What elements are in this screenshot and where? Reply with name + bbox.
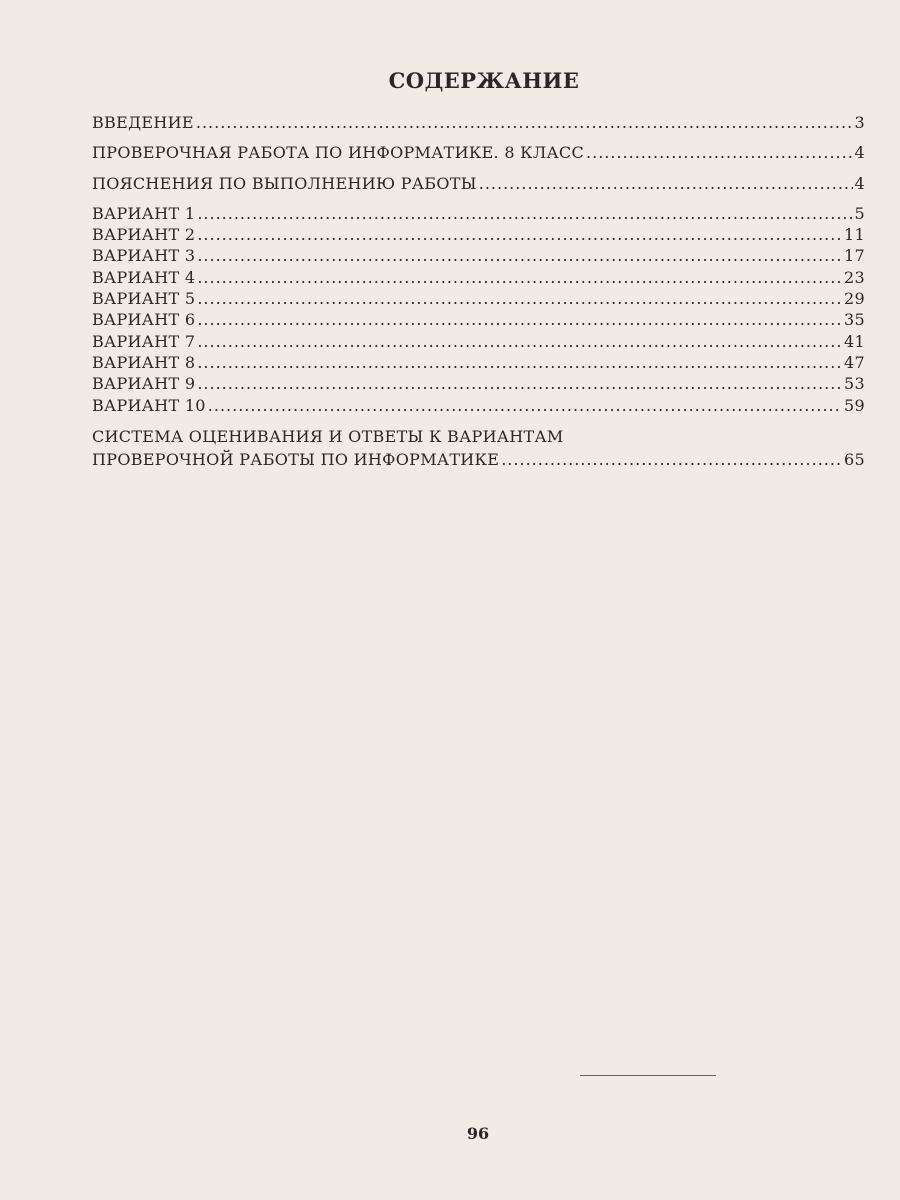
toc-entry-page: 4 (854, 173, 865, 193)
toc-entry-page: 29 (844, 289, 865, 309)
dot-leader (197, 373, 842, 394)
variant-list (92, 203, 865, 416)
dot-leader (197, 203, 852, 224)
toc-entry-label: ВАРИАНТ 1 (92, 203, 196, 223)
toc-entry-variant[interactable] (92, 203, 865, 224)
toc-entry-page: 5 (854, 203, 865, 223)
table-of-contents (92, 112, 865, 470)
toc-entry-final[interactable] (92, 449, 865, 470)
dot-leader (208, 395, 842, 416)
toc-entry-variant[interactable] (92, 288, 865, 309)
page-title: СОДЕРЖАНИЕ (388, 68, 580, 93)
toc-entry-label: ПОЯСНЕНИЯ ПО ВЫПОЛНЕНИЮ РАБОТЫ (92, 173, 477, 193)
divider-line (580, 1075, 716, 1076)
toc-entry-label: ПРОВЕРОЧНАЯ РАБОТА ПО ИНФОРМАТИКЕ. 8 КЛАСС (92, 143, 585, 163)
dot-leader (197, 288, 842, 309)
toc-entry-page: 47 (844, 352, 865, 372)
toc-entry[interactable] (92, 142, 865, 163)
toc-entry-label: ВАРИАНТ 4 (92, 267, 196, 287)
toc-entry-label: ПРОВЕРОЧНОЙ РАБОТЫ ПО ИНФОРМАТИКЕ (92, 449, 500, 469)
toc-entry-label: ВАРИАНТ 10 (92, 395, 206, 415)
dot-leader (197, 245, 842, 266)
toc-entry-label: ВВЕДЕНИЕ (92, 113, 194, 132)
toc-entry-page: 59 (844, 395, 865, 415)
toc-entry-variant[interactable] (92, 245, 865, 266)
toc-entry-label: ВАРИАНТ 5 (92, 289, 196, 309)
dot-leader (197, 331, 842, 352)
dot-leader (197, 224, 842, 245)
toc-entry-page: 4 (854, 143, 865, 163)
toc-entry-final-line1: СИСТЕМА ОЦЕНИВАНИЯ И ОТВЕТЫ К ВАРИАНТАМ (92, 426, 564, 446)
toc-entry-variant[interactable] (92, 267, 865, 288)
toc-entry-page: 11 (844, 225, 865, 245)
toc-entry-variant[interactable] (92, 395, 865, 416)
toc-entry[interactable] (92, 112, 865, 133)
toc-entry-page: 23 (844, 267, 865, 287)
toc-entry-page: 17 (844, 246, 865, 266)
dot-leader (197, 309, 842, 330)
toc-entry-variant[interactable] (92, 224, 865, 245)
dot-leader (197, 267, 842, 288)
dot-leader (479, 173, 853, 194)
dot-leader (197, 352, 842, 373)
dot-leader (196, 112, 853, 133)
toc-entry-variant[interactable] (92, 352, 865, 373)
toc-entry-variant[interactable] (92, 373, 865, 394)
toc-entry-label: ВАРИАНТ 9 (92, 374, 196, 394)
toc-entry-page: 35 (844, 310, 865, 330)
toc-entry-variant[interactable] (92, 309, 865, 330)
dot-leader (501, 449, 842, 470)
toc-entry[interactable] (92, 173, 865, 194)
page-number: 96 (466, 1124, 490, 1143)
toc-entry-page: 53 (844, 374, 865, 394)
toc-entry-page: 3 (854, 113, 865, 132)
toc-entry-label: ВАРИАНТ 6 (92, 310, 196, 330)
toc-entry-label: ВАРИАНТ 8 (92, 352, 196, 372)
toc-entry-label: ВАРИАНТ 2 (92, 225, 196, 245)
toc-entry-variant[interactable] (92, 331, 865, 352)
dot-leader (586, 142, 852, 163)
toc-entry-label: ВАРИАНТ 7 (92, 331, 196, 351)
toc-entry-label: ВАРИАНТ 3 (92, 246, 196, 266)
toc-entry-page: 65 (844, 449, 865, 469)
toc-entry-page: 41 (844, 331, 865, 351)
